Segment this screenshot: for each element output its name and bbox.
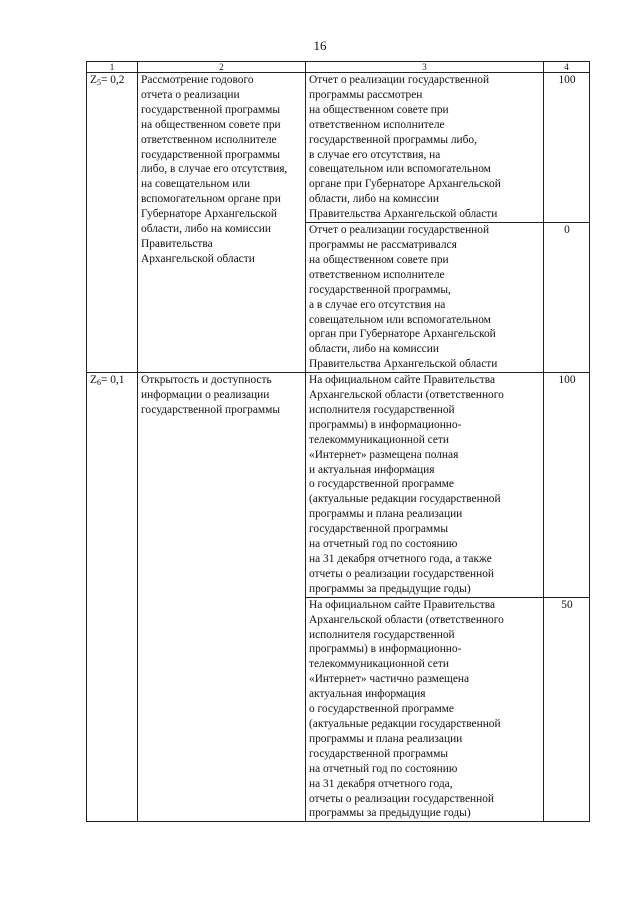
weight-coefficient-cell	[87, 373, 138, 822]
criterion-cell: Рассмотрение годового отчета о реализации государственной программы на общественном совете при ответственном исполнителе государственной программы либо, в случае его отсутствия, на совещательном или вспомогательном органе при Губернаторе Архангельской области, либо на комиссии Правительства Архангельской области	[138, 73, 306, 373]
coefficient-value: = 0,1	[100, 374, 125, 387]
criteria-table	[86, 61, 590, 822]
coefficient-symbol: Z	[90, 374, 97, 387]
table-row	[87, 373, 590, 598]
column-number-3: 3	[306, 62, 544, 73]
criterion-option-points: 0	[544, 223, 590, 373]
criterion-option-text: Отчет о реализации государственной программы рассмотрен на общественном совете при ответственном исполнителе государственной программы либо, в случае его отсутствия, на совещательном или вспомогательном органе при Губернаторе Архангельской области, либо на комиссии Правительства Архангельской области	[306, 73, 544, 223]
column-number-2: 2	[138, 62, 306, 73]
criterion-option-text: Отчет о реализации государственной программы не рассматривался на общественном совете при ответственном исполнителе государственной программы, а в случае его отсутствия на совещательном или вспомогательном орган при Губернаторе Архангельской области, либо на комиссии Правительства Архангельской области	[306, 223, 544, 373]
coefficient-index: 6	[96, 378, 101, 388]
column-number-1: 1	[87, 62, 138, 73]
table-row	[87, 73, 590, 223]
page-number: 16	[313, 38, 327, 53]
criterion-option-text: На официальном сайте Правительства Архангельской области (ответственного исполнителя государственной программы) в информационно- телекоммуникационной сети «Интернет» размещена полная и актуальная информация о государственной программе (актуальные редакции государственной программы и плана реализации государственной программы на отчетный год по состоянию на 31 декабря отчетного года, а также отчеты о реализации государственной программы за предыдущие годы)	[306, 373, 544, 598]
weight-coefficient-cell	[87, 73, 138, 373]
criterion-option-points: 100	[544, 73, 590, 223]
column-number-4: 4	[544, 62, 590, 73]
coefficient-index: 5	[96, 78, 101, 87]
criterion-cell: Открытость и доступность информации о реализации государственной программы	[138, 373, 306, 822]
criterion-option-points: 100	[544, 373, 590, 598]
coefficient-symbol: Z	[90, 74, 97, 86]
criterion-option-points: 50	[544, 597, 590, 822]
coefficient-value: = 0,2	[100, 74, 125, 86]
column-number-row	[87, 62, 590, 73]
criterion-option-text: На официальном сайте Правительства Архангельской области (ответственного исполнителя государственной программы) в информационно- телекоммуникационной сети «Интернет» частично размещена актуальная информация о государственной программе (актуальные редакции государственной программы и плана реализации государственной программы на отчетный год по состоянию на 31 декабря отчетного года, отчеты о реализации государственной программы за предыдущие годы)	[306, 597, 544, 822]
